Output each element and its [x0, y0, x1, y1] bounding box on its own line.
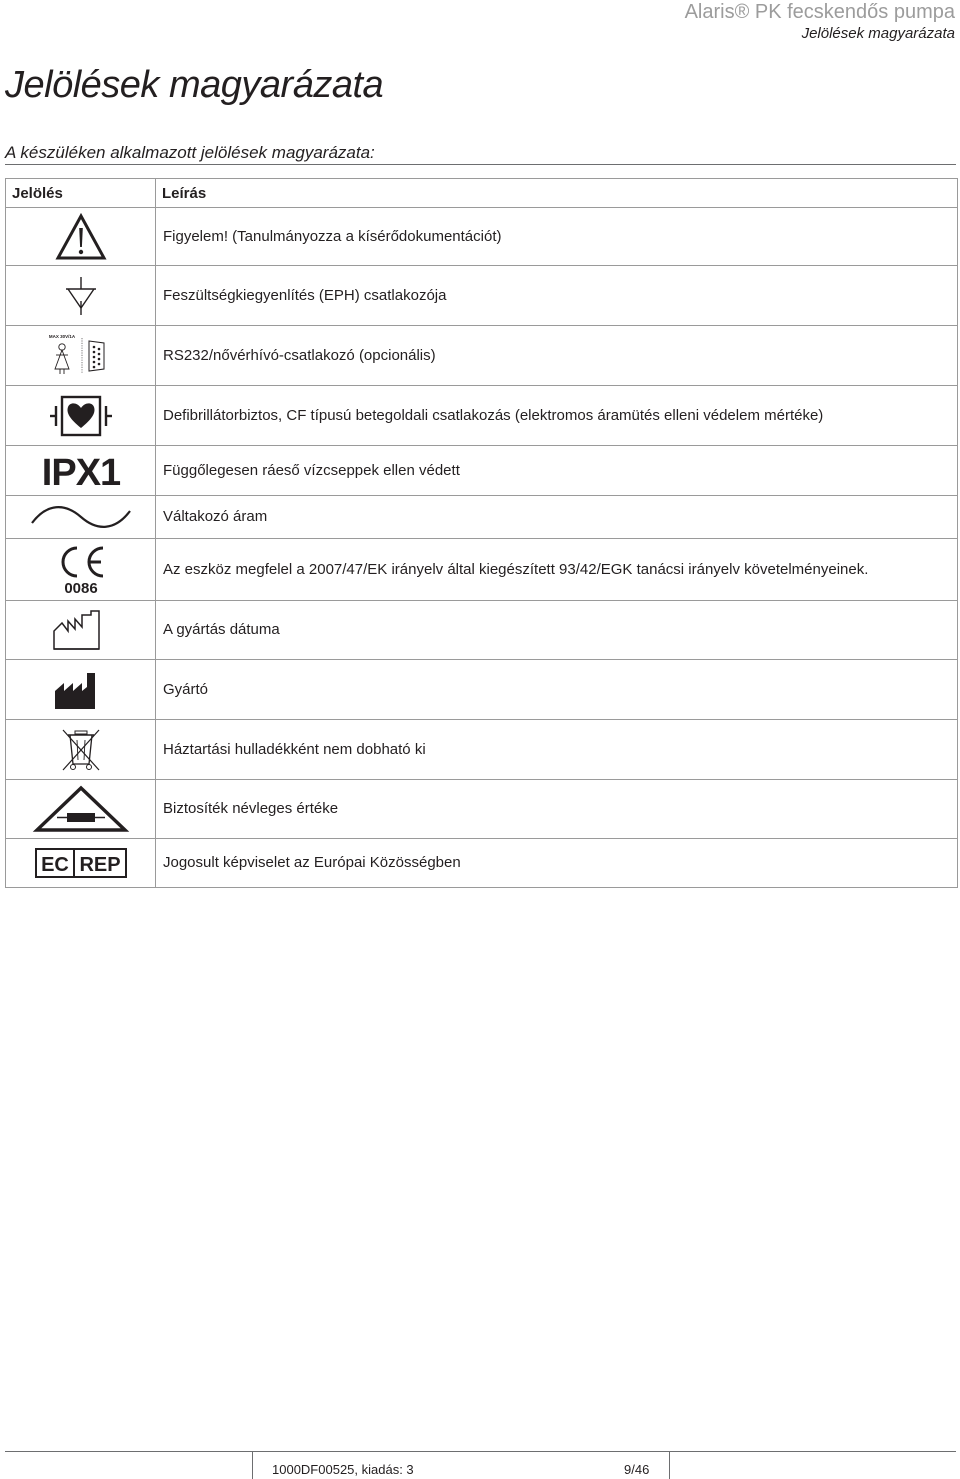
alternating-current-icon — [29, 501, 133, 533]
defibrillation-proof-cf-icon — [48, 393, 114, 439]
fuse-rating-icon — [33, 785, 129, 833]
page-number: 9/46 — [624, 1462, 650, 1477]
ipx1-label: IPX1 — [41, 451, 120, 494]
row-description: Figyelem! (Tanulmányozza a kísérődokumentációt) — [156, 208, 958, 266]
table-row — [6, 208, 958, 266]
row-description: Váltakozó áram — [156, 496, 958, 539]
symbol-legend-table — [5, 178, 958, 888]
equipotential-icon — [64, 276, 98, 316]
table-row — [6, 266, 958, 326]
product-name: Alaris® PK fecskendős pumpa — [684, 1, 955, 23]
table-row — [6, 446, 958, 496]
row-description: Jogosult képviselet az Európai Közösségben — [156, 839, 958, 888]
rs232-nurse-call-icon — [48, 333, 110, 379]
table-row — [6, 601, 958, 660]
table-row — [6, 660, 958, 720]
row-description: Függőlegesen ráeső vízcseppek ellen védett — [156, 446, 958, 496]
running-header — [685, 0, 955, 43]
section-subtitle: A készüléken alkalmazott jelölések magyarázata: — [5, 143, 375, 162]
table-row — [6, 720, 958, 780]
divider — [5, 164, 956, 165]
ce-mark-icon — [53, 544, 109, 596]
row-description: Gyártó — [156, 660, 958, 720]
table-row — [6, 780, 958, 839]
weee-bin-icon — [59, 726, 103, 774]
table-row — [6, 386, 958, 446]
table-row — [6, 326, 958, 386]
row-description: Háztartási hulladékként nem dobható ki — [156, 720, 958, 780]
rep-label: REP — [78, 854, 121, 876]
table-row — [6, 496, 958, 539]
document-number: 1000DF00525, kiadás: 3 — [272, 1462, 414, 1477]
row-description: A gyártás dátuma — [156, 601, 958, 660]
ec-rep-icon — [34, 846, 128, 880]
header-section-name: Jelölések magyarázata — [801, 25, 955, 42]
page-title: Jelölések magyarázata — [5, 64, 384, 106]
row-description: Az eszköz megfelel a 2007/47/EK irányelv által kiegészített 93/42/EGK tanácsi irányelv követelményeinek. — [156, 539, 958, 601]
manufacturer-icon — [51, 669, 111, 711]
row-description: Biztosíték névleges értéke — [156, 780, 958, 839]
ec-label: EC — [40, 854, 69, 876]
column-header-description: Leírás — [156, 179, 958, 208]
ipx1-icon — [36, 451, 126, 494]
manufacture-date-icon — [51, 609, 111, 651]
notified-body-number: 0086 — [63, 579, 98, 597]
row-description: RS232/nővérhívó-csatlakozó (opcionális) — [156, 326, 958, 386]
rs232-rating-label: MAX 30V/1A — [48, 333, 75, 339]
row-description: Defibrillátorbiztos, CF típusú betegoldali csatlakozás (elektromos áramütés elleni védelem mértéke) — [156, 386, 958, 446]
table-row — [6, 839, 958, 888]
row-description: Feszültségkiegyenlítés (EPH) csatlakozója — [156, 266, 958, 326]
warning-triangle-icon — [56, 214, 106, 260]
table-row — [6, 539, 958, 601]
table-header-row — [6, 179, 958, 208]
column-header-symbol: Jelölés — [6, 179, 156, 208]
